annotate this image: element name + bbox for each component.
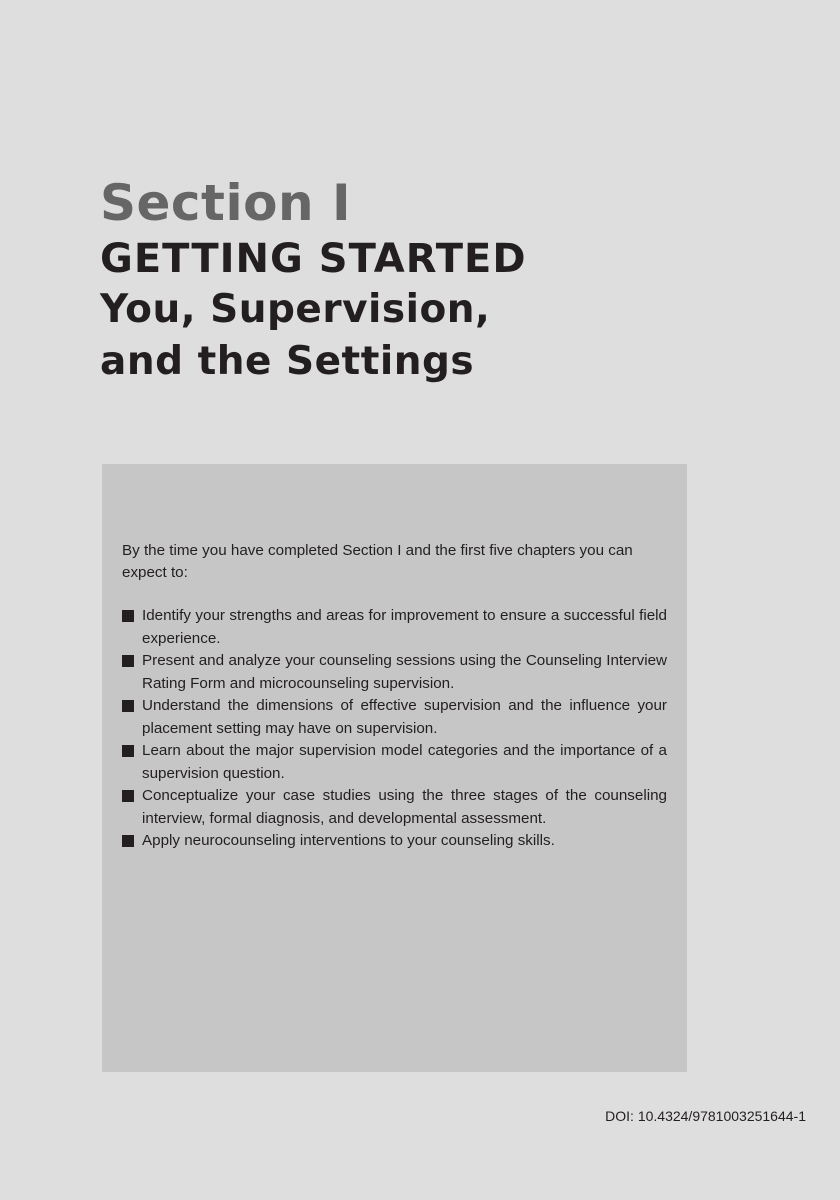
objective-text: Understand the dimensions of effective supervision and the influence your placement setting may have on supervision. <box>142 697 667 737</box>
doi-footer: DOI: 10.4324/9781003251644-1 <box>605 1108 806 1124</box>
square-bullet-icon <box>122 790 134 802</box>
square-bullet-icon <box>122 610 134 622</box>
objective-text: Learn about the major supervision model categories and the importance of a supervision question. <box>142 742 667 782</box>
section-header <box>100 172 800 388</box>
square-bullet-icon <box>122 655 134 667</box>
objective-item <box>122 695 667 740</box>
section-subtitle-line-2: and the Settings <box>100 339 475 384</box>
objectives-intro: By the time you have completed Section I and the first five chapters you can expect to: <box>122 542 633 581</box>
objective-item <box>122 830 667 853</box>
objective-text: Identify your strengths and areas for improvement to ensure a successful field experience. <box>142 607 667 647</box>
objective-item <box>122 605 667 650</box>
objective-text: Present and analyze your counseling sessions using the Counseling Interview Rating Form and microcounseling supervision. <box>142 652 667 692</box>
square-bullet-icon <box>122 835 134 847</box>
learning-objectives-box <box>102 464 687 1072</box>
objective-item <box>122 785 667 830</box>
square-bullet-icon <box>122 700 134 712</box>
objective-text: Conceptualize your case studies using the three stages of the counseling interview, formal diagnosis, and developmental assessment. <box>142 787 667 827</box>
objective-item <box>122 650 667 695</box>
square-bullet-icon <box>122 745 134 757</box>
objective-text: Apply neurocounseling interventions to your counseling skills. <box>142 832 555 849</box>
section-subtitle-line-1: You, Supervision, <box>100 287 491 332</box>
section-title: GETTING STARTED <box>100 236 527 282</box>
objectives-list <box>122 605 667 853</box>
objective-item <box>122 740 667 785</box>
section-label: Section I <box>100 174 352 232</box>
